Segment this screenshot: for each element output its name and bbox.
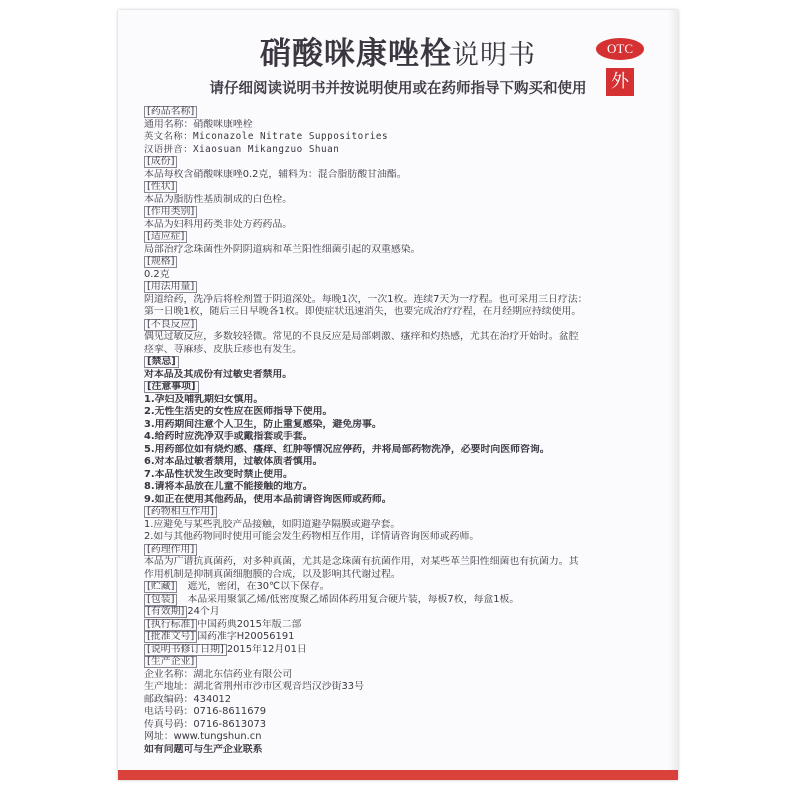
section-value: 24个月 <box>187 606 220 617</box>
line-text: 7.本品性状发生改变时禁止使用。 <box>144 468 293 480</box>
instruction-leaflet <box>118 10 678 780</box>
section-label: [成份] <box>144 156 177 168</box>
line-text: 8.请将本品放在儿童不能接触的地方。 <box>144 481 313 492</box>
line-text: 局部治疗念珠菌性外阴阴道病和革兰阳性细菌引起的双重感染。 <box>144 243 421 255</box>
text-line <box>144 556 672 569</box>
section-value: 遮光，密闭，在30℃以下保存。 <box>177 581 330 592</box>
line-text: 1.应避免与某些乳胶产品接触，如阴道避孕隔膜或避孕套。 <box>144 518 401 530</box>
line-text: 2.无性生活史的女性应在医师指导下使用。 <box>144 406 333 417</box>
line-text: 2.如与其他药物同时使用可能会发生药物相互作用，详情请咨询医师或药师。 <box>144 531 480 542</box>
text-line <box>144 344 672 357</box>
section-label: [生产企业] <box>144 656 197 668</box>
section-label: [包装] <box>144 594 177 606</box>
footer-red-bar <box>118 770 678 780</box>
section-label: [贮藏] <box>144 581 177 593</box>
text-line <box>144 394 672 407</box>
text-line <box>144 719 672 732</box>
leaflet-body <box>144 106 672 756</box>
section-label: [药物相互作用] <box>144 506 217 518</box>
line-text: 5.用药部位如有烧灼感、瘙痒、红肿等情况应停药，并将局部药物洗净，必要时向医师咨询。 <box>144 443 550 455</box>
section-heading-line <box>144 506 672 519</box>
otc-badge: OTC <box>596 38 644 60</box>
section-label: [禁忌] <box>144 356 179 368</box>
section-heading-line <box>144 619 672 632</box>
section-label: [规格] <box>144 256 177 268</box>
section-heading-line <box>144 644 672 657</box>
section-label: [适应症] <box>144 231 187 243</box>
section-heading-line <box>144 381 672 394</box>
line-text: 传真号码：0716-8613073 <box>144 718 267 730</box>
line-text: 本品每枚含硝酸咪康唑0.2克，辅料为：混合脂肪酸甘油酯。 <box>144 168 407 180</box>
text-line <box>144 294 672 307</box>
line-text: 通用名称：硝酸咪康唑栓 <box>144 118 253 130</box>
text-line <box>144 731 672 744</box>
line-text: 电话号码：0716-8611679 <box>144 706 267 717</box>
line-text: 如有问题可与生产企业联系 <box>144 743 263 755</box>
line-text: 汉语拼音：Xiaosuan Mikangzuo Shuan <box>144 143 340 155</box>
line-text: 9.如正在使用其他药品，使用本品前请咨询医师或药师。 <box>144 493 392 505</box>
line-text: 6.对本品过敏者禁用，过敏体质者慎用。 <box>144 456 323 467</box>
line-text: 对本品及其成份有过敏史者禁用。 <box>144 368 293 380</box>
text-line <box>144 269 672 282</box>
line-text: 邮政编码：434012 <box>144 693 232 705</box>
text-line <box>144 456 672 469</box>
external-use-badge: 外 <box>606 68 634 96</box>
line-text: 网址：www.tungshun.cn <box>144 731 262 742</box>
section-label: [作用类别] <box>144 206 197 218</box>
text-line <box>144 194 672 207</box>
text-line <box>144 131 672 144</box>
line-text: 本品为广谱抗真菌药，对多种真菌，尤其是念珠菌有抗菌作用，对某些革兰阳性细菌也有抗菌力。其 <box>144 556 579 567</box>
section-value: 2015年12月01日 <box>226 643 307 655</box>
usage-notice: 请仔细阅读说明书并按说明使用或在药师指导下购买和使用 <box>209 81 587 97</box>
line-text: 企业名称：湖北东信药业有限公司 <box>144 668 293 680</box>
line-text: 1.孕妇及哺乳期妇女慎用。 <box>144 393 264 405</box>
text-line <box>144 744 672 757</box>
text-line <box>144 531 672 544</box>
section-heading-line <box>144 231 672 244</box>
text-line <box>144 694 672 707</box>
section-label: [说明书修订日期] <box>144 644 227 656</box>
section-value: 中国药典2015年版二部 <box>197 618 302 630</box>
line-text: 4.给药时应洗净双手或戴指套或手套。 <box>144 431 313 442</box>
line-text: 0.2克 <box>144 268 170 280</box>
title-sub: 说明书 <box>452 40 536 71</box>
line-text: 偶见过敏反应，多数较轻微。常见的不良反应是局部刺激、瘙痒和灼热感，尤其在治疗开始时。盆腔 <box>144 331 579 342</box>
line-text: 生产地址：湖北省荆州市沙市区观音垱汉沙街33号 <box>144 681 364 692</box>
text-line <box>144 331 672 344</box>
line-text: 英文名称：Miconazole Nitrate Suppositories <box>144 131 389 142</box>
text-line <box>144 144 672 157</box>
section-heading-line <box>144 581 672 594</box>
section-heading-line <box>144 206 672 219</box>
section-heading-line <box>144 606 672 619</box>
text-line <box>144 369 672 382</box>
text-line <box>144 244 672 257</box>
section-heading-line <box>144 319 672 332</box>
section-value: 本品采用聚氯乙烯/低密度聚乙烯固体药用复合硬片装，每板7枚，每盒1板。 <box>177 593 520 605</box>
section-heading-line <box>144 106 672 119</box>
text-line <box>144 469 672 482</box>
line-text: 本品为脂肪性基质制成的白色栓。 <box>144 193 293 205</box>
section-heading-line <box>144 256 672 269</box>
text-line <box>144 444 672 457</box>
section-heading-line <box>144 631 672 644</box>
section-heading-line <box>144 594 672 607</box>
text-line <box>144 119 672 132</box>
text-line <box>144 494 672 507</box>
section-label: [注意事项] <box>144 381 199 393</box>
section-label: [有效期] <box>144 606 187 618</box>
line-text: 第一日晚1枚，随后三日早晚各1枚。即使症状迅速消失，也要完成治疗疗程，在月经期应持续使用。 <box>144 306 582 317</box>
section-heading-line <box>144 544 672 557</box>
section-label: [药理作用] <box>144 544 197 556</box>
text-line <box>144 219 672 232</box>
text-line <box>144 406 672 419</box>
section-heading-line <box>144 356 672 369</box>
section-label: [性状] <box>144 181 177 193</box>
text-line <box>144 519 672 532</box>
text-line <box>144 669 672 682</box>
document-title <box>118 28 678 73</box>
section-value: 国药准字H20056191 <box>197 631 295 642</box>
text-line <box>144 306 672 319</box>
section-heading-line <box>144 281 672 294</box>
section-heading-line <box>144 156 672 169</box>
section-label: [药品名称] <box>144 106 197 118</box>
line-text: 痉挛、荨麻疹、皮肤丘疹也有发生。 <box>144 343 303 355</box>
section-label: [批准文号] <box>144 631 197 643</box>
section-label: [执行标准] <box>144 619 197 631</box>
text-line <box>144 169 672 182</box>
line-text: 本品为妇科用药类非处方药药品。 <box>144 218 293 230</box>
text-line <box>144 706 672 719</box>
line-text: 阴道给药，洗净后将栓剂置于阴道深处。每晚1次，一次1枚。连续7天为一疗程。也可采用三日疗法： <box>144 293 588 305</box>
line-text: 作用机制是抑制真菌细胞膜的合成，以及影响其代谢过程。 <box>144 568 401 580</box>
section-label: [不良反应] <box>144 319 197 331</box>
section-heading-line <box>144 181 672 194</box>
text-line <box>144 431 672 444</box>
section-label: [用法用量] <box>144 281 197 293</box>
title-main: 硝酸咪康唑栓 <box>260 36 452 72</box>
text-line <box>144 569 672 582</box>
text-line <box>144 419 672 432</box>
text-line <box>144 481 672 494</box>
line-text: 3.用药期间注意个人卫生，防止重复感染，避免房事。 <box>144 418 382 430</box>
section-heading-line <box>144 656 672 669</box>
text-line <box>144 681 672 694</box>
